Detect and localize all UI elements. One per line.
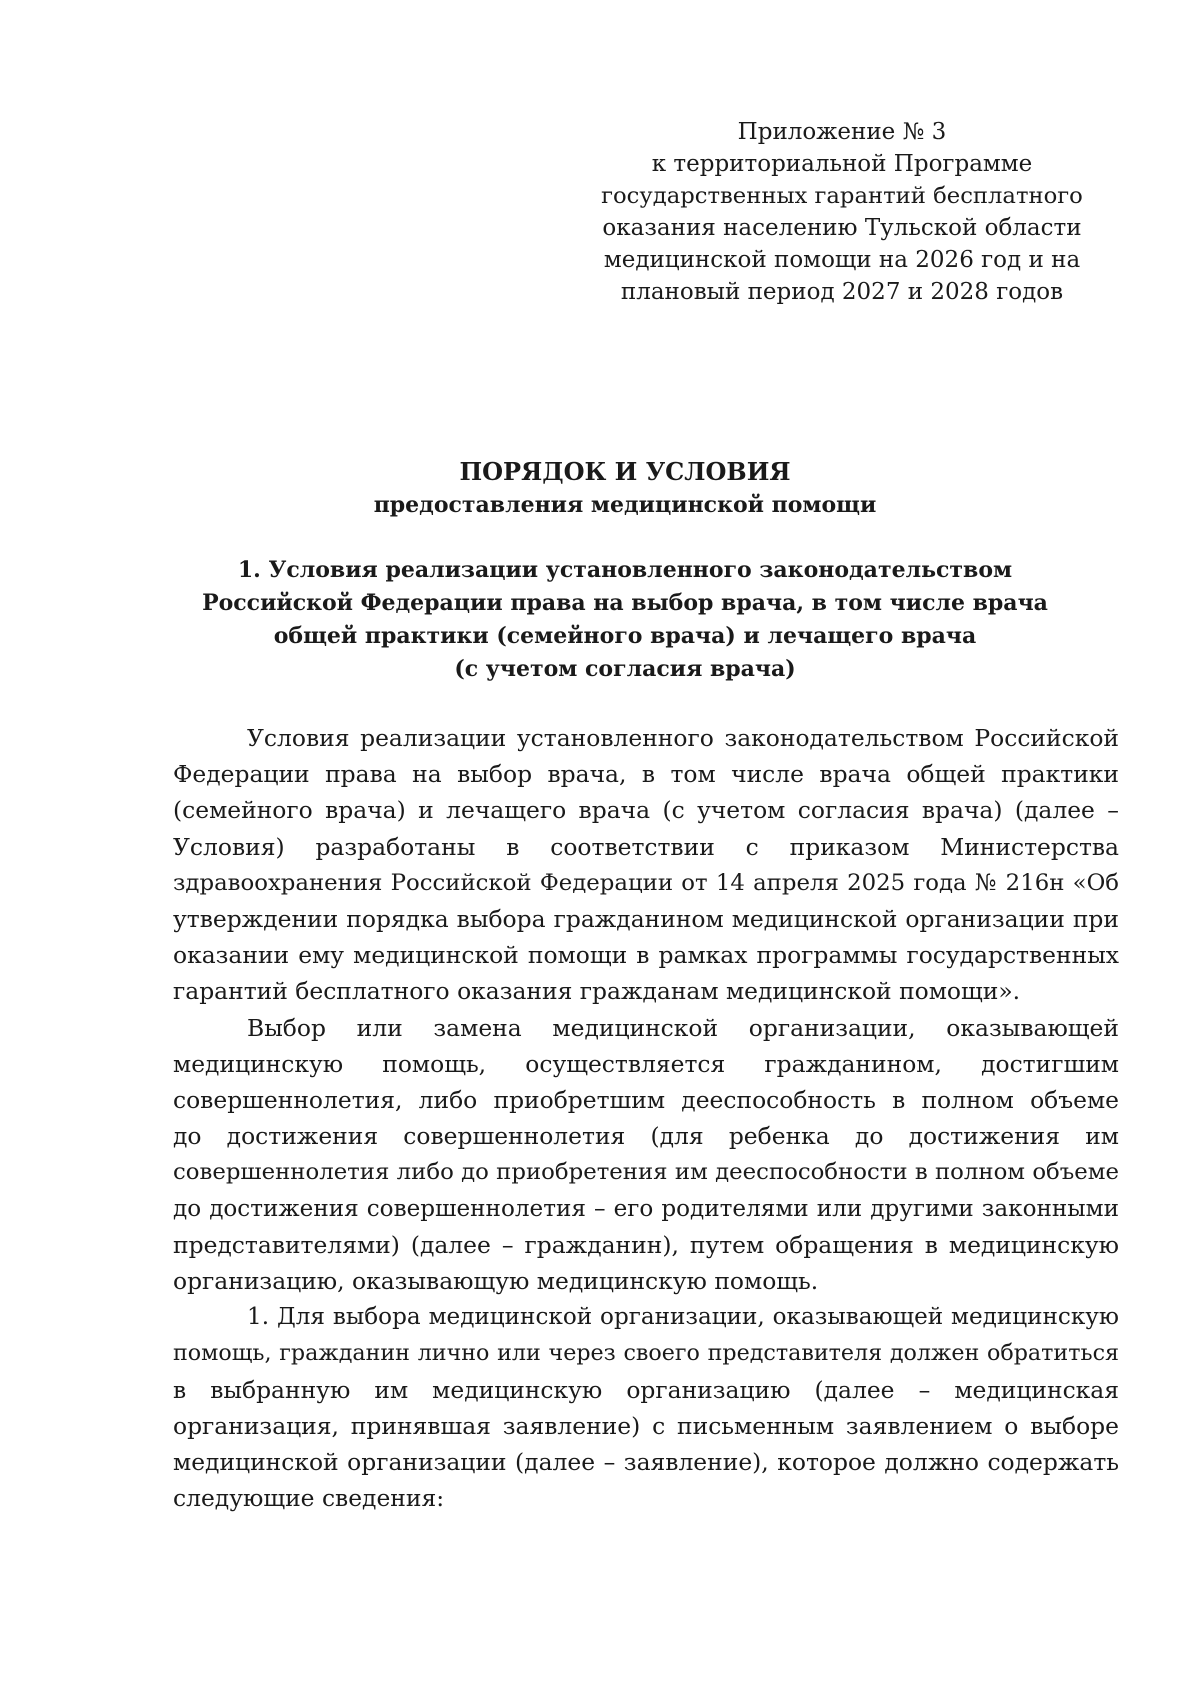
appendix-line: плановый период 2027 и 2028 годов: [620, 279, 1064, 305]
text-line: утверждении порядка выбора гражданином медицинской организации при: [173, 905, 1119, 934]
appendix-line: государственных гарантий бесплатного: [601, 183, 1083, 209]
paragraph-3: [173, 1299, 1119, 1516]
section-heading-line: (с учетом согласия врача): [454, 656, 796, 682]
section-heading-line: Российской Федерации права на выбор врача, в том числе врача: [202, 590, 1048, 616]
section-heading-line: 1. Условия реализации установленного законодательством: [237, 557, 1013, 583]
section-heading: [160, 554, 1090, 686]
appendix-line: оказания населению Тульской области: [602, 215, 1082, 241]
text-line: следующие сведения:: [173, 1484, 445, 1513]
text-line: оказании ему медицинской помощи в рамках программы государственных: [173, 941, 1119, 970]
text-line: помощь, гражданин лично или через своего представителя должен обратиться: [173, 1340, 1119, 1367]
body-text: [173, 720, 1119, 1516]
appendix-line: Приложение № 3: [737, 119, 947, 145]
document-subtitle: предоставления медицинской помощи: [373, 492, 877, 518]
paragraph-1: [173, 720, 1119, 1010]
appendix-line: к территориальной Программе: [651, 151, 1033, 177]
text-line: организация, принявшая заявление) с письменным заявлением о выборе: [173, 1411, 1119, 1440]
text-line: 1. Для выбора медицинской организации, оказывающей медицинскую: [247, 1304, 1119, 1331]
section-heading-line: общей практики (семейного врача) и лечащего врача: [273, 623, 977, 649]
text-line: Условия реализации установленного законодательством Российской: [247, 724, 1119, 752]
text-line: Федерации права на выбор врача, в том числе врача общей практики: [173, 760, 1119, 789]
text-line: медицинской организации (далее – заявление), которое должно содержать: [173, 1448, 1119, 1477]
appendix-line: медицинской помощи на 2026 год и на: [603, 247, 1081, 273]
text-line: в выбранную им медицинскую организацию (далее – медицинская: [173, 1375, 1119, 1404]
text-line: представителями) (далее – гражданин), путем обращения в медицинскую: [173, 1230, 1119, 1259]
text-line: гарантий бесплатного оказания гражданам медицинской помощи».: [173, 977, 1021, 1006]
text-line: организацию, оказывающую медицинскую помощь.: [173, 1267, 819, 1296]
appendix-header: [600, 116, 1084, 308]
paragraph-2: [173, 1010, 1119, 1300]
text-line: Условия) разработаны в соответствии с приказом Министерства: [173, 832, 1119, 861]
text-line: до достижения совершеннолетия – его родителями или другими законными: [173, 1195, 1119, 1222]
text-line: совершеннолетия, либо приобретшим дееспособность в полном объеме: [173, 1086, 1119, 1115]
text-line: Выбор или замена медицинской организации, оказывающей: [247, 1013, 1119, 1042]
text-line: (семейного врача) и лечащего врача (с учетом согласия врача) (далее –: [173, 796, 1119, 825]
text-line: совершеннолетия либо до приобретения им дееспособности в полном объеме: [173, 1159, 1119, 1186]
text-line: здравоохранения Российской Федерации от 14 апреля 2025 года № 216н «Об: [173, 869, 1119, 896]
text-line: до достижения совершеннолетия (для ребенка до достижения им: [173, 1122, 1119, 1151]
document-title: ПОРЯДОК И УСЛОВИЯ: [459, 457, 791, 486]
text-line: медицинскую помощь, осуществляется гражданином, достигшим: [173, 1049, 1119, 1078]
